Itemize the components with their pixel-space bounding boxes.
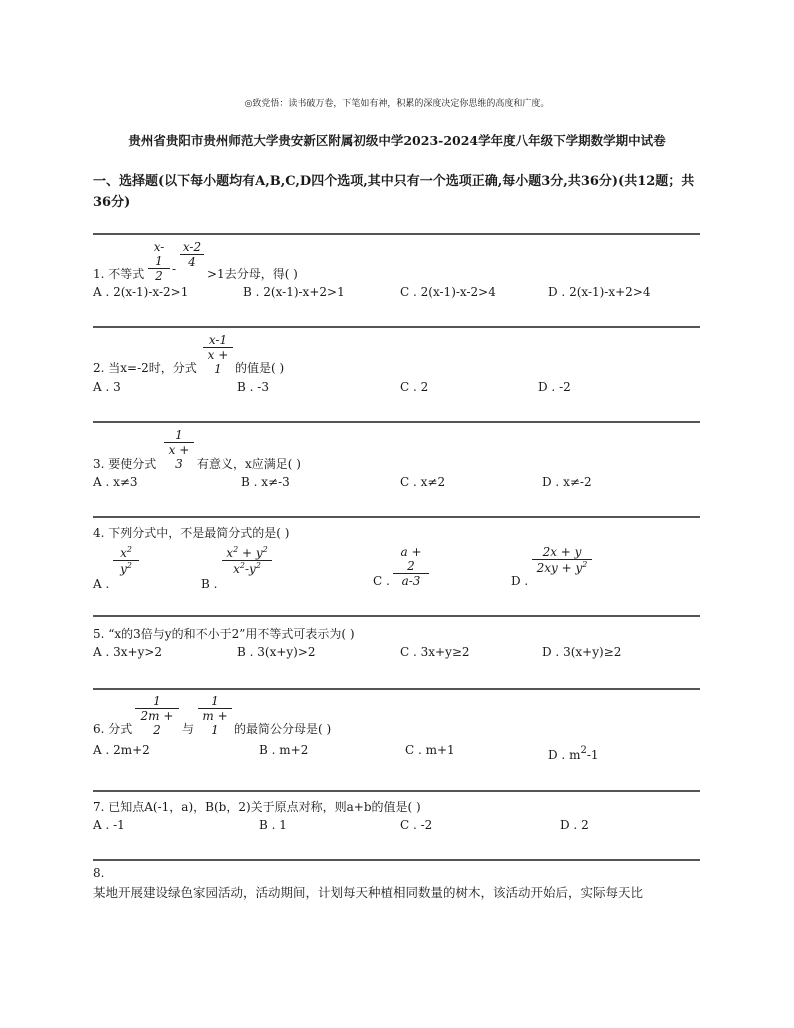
option-d-suffix: -1 [586, 748, 599, 762]
divider [93, 688, 700, 690]
option-c: C . 2 [400, 380, 429, 394]
question-stem: 2. 当x=-2时，分式 [93, 361, 197, 375]
denominator: 4 [188, 255, 196, 269]
numerator: $x^2 + y^2$ [226, 545, 268, 560]
divider [93, 790, 700, 792]
option-a: A . [93, 577, 110, 591]
option-b: B . m+2 [259, 743, 309, 757]
option-c: C . -2 [400, 818, 433, 832]
denominator: x + 3 [168, 443, 190, 471]
denominator: m + 1 [202, 709, 228, 737]
question-stem: 的值是( ) [235, 361, 285, 375]
question-stem: 4. 下列分式中，不是最简分式的是( ) [93, 526, 290, 540]
option-d: D . 3(x+y)≥2 [542, 645, 622, 659]
divider [93, 615, 700, 617]
divider [93, 326, 700, 328]
denominator: 2 [155, 269, 163, 283]
option-a: A . 3x+y>2 [93, 645, 163, 659]
denominator: x + 1 [207, 348, 229, 376]
numerator: 1 [153, 694, 161, 708]
option-c: C . 2(x-1)-x-2>4 [400, 285, 496, 299]
denominator: $x^2-y^2$ [233, 561, 261, 576]
numerator: a + 2 [400, 545, 422, 573]
question-stem: 3. 要使分式 [93, 457, 157, 471]
fraction [203, 333, 233, 376]
motto: ◎致党悟：读书破万卷，下笔如有神，积累的深度决定你思维的高度和广度。 [244, 99, 550, 109]
divider [93, 859, 700, 861]
question-stem: 某地开展建设绿色家园活动，活动期间，计划每天种植相同数量的树木，该活动开始后，实际每天比 [93, 885, 644, 900]
option-d: D . [511, 574, 529, 588]
option-d [548, 745, 599, 762]
question-stem: 5. “x的3倍与y的和不小于2”用不等式可表示为( ) [93, 627, 355, 641]
fraction [222, 545, 272, 576]
numerator: x-1 [208, 333, 228, 347]
option-d: D . x≠-2 [542, 475, 592, 489]
denominator: $2xy + y^2$ [536, 560, 588, 575]
option-b: B . x≠-3 [241, 475, 290, 489]
numerator: 2x + y [542, 545, 582, 559]
fraction [393, 545, 429, 588]
option-c: C . x≠2 [400, 475, 446, 489]
option-c: C . [373, 574, 390, 588]
numerator: 1 [175, 428, 183, 442]
option-b: B . 1 [259, 818, 287, 832]
operator: - [172, 262, 177, 276]
question-stem: 6. 分式 [93, 722, 133, 736]
question-number: 8. [93, 866, 105, 880]
fraction [135, 694, 179, 737]
option-a: A . 2m+2 [93, 743, 150, 757]
question-stem: 有意义，x应满足( ) [197, 457, 301, 471]
option-d-exponent: 2 [580, 745, 587, 756]
denominator: $y^2$ [120, 561, 132, 576]
option-a: A . 2(x-1)-x-2>1 [93, 285, 189, 299]
option-b: B . 2(x-1)-x+2>1 [243, 285, 345, 299]
exam-title: 贵州省贵阳市贵州师范大学贵安新区附属初级中学2023-2024学年度八年级下学期数学期中试卷 [128, 133, 666, 148]
option-b: B . 3(x+y)>2 [237, 645, 316, 659]
fraction [198, 694, 232, 737]
option-a: A . x≠3 [93, 475, 138, 489]
section-heading: 一、选择题(以下每小题均有A,B,C,D四个选项,其中只有一个选项正确,每小题3分,共36分)(共12题；共36分) [93, 174, 695, 210]
denominator: a-3 [401, 574, 421, 588]
option-c: C . m+1 [405, 743, 455, 757]
option-d: D . 2 [560, 818, 589, 832]
option-c: C . 3x+y≥2 [400, 645, 470, 659]
option-b: B . [201, 577, 218, 591]
question-stem: 的最简公分母是( ) [234, 722, 332, 736]
numerator: x-1 [153, 240, 165, 268]
fraction [113, 545, 139, 576]
option-a: A . -1 [93, 818, 125, 832]
numerator: 1 [211, 694, 219, 708]
question-stem: 7. 已知点A(-1，a)，B(b，2)关于原点对称，则a+b的值是( ) [93, 800, 421, 814]
option-d: D . 2(x-1)-x+2>4 [548, 285, 651, 299]
option-a: A . 3 [93, 380, 121, 394]
fraction [180, 240, 204, 269]
divider [93, 421, 700, 423]
denominator: 2m + 2 [140, 709, 174, 737]
numerator: $x^2$ [120, 545, 132, 560]
option-d: D . -2 [538, 380, 571, 394]
question-stem: 与 [182, 722, 195, 736]
option-b: B . -3 [237, 380, 269, 394]
numerator: x-2 [182, 240, 202, 254]
question-stem: >1去分母，得( ) [207, 267, 298, 281]
question-stem: 1. 不等式 [93, 267, 145, 281]
divider [93, 516, 700, 518]
fraction [148, 240, 170, 283]
divider [93, 233, 700, 235]
fraction [532, 545, 592, 575]
fraction [164, 428, 194, 471]
option-d-prefix: D . m [548, 748, 581, 762]
